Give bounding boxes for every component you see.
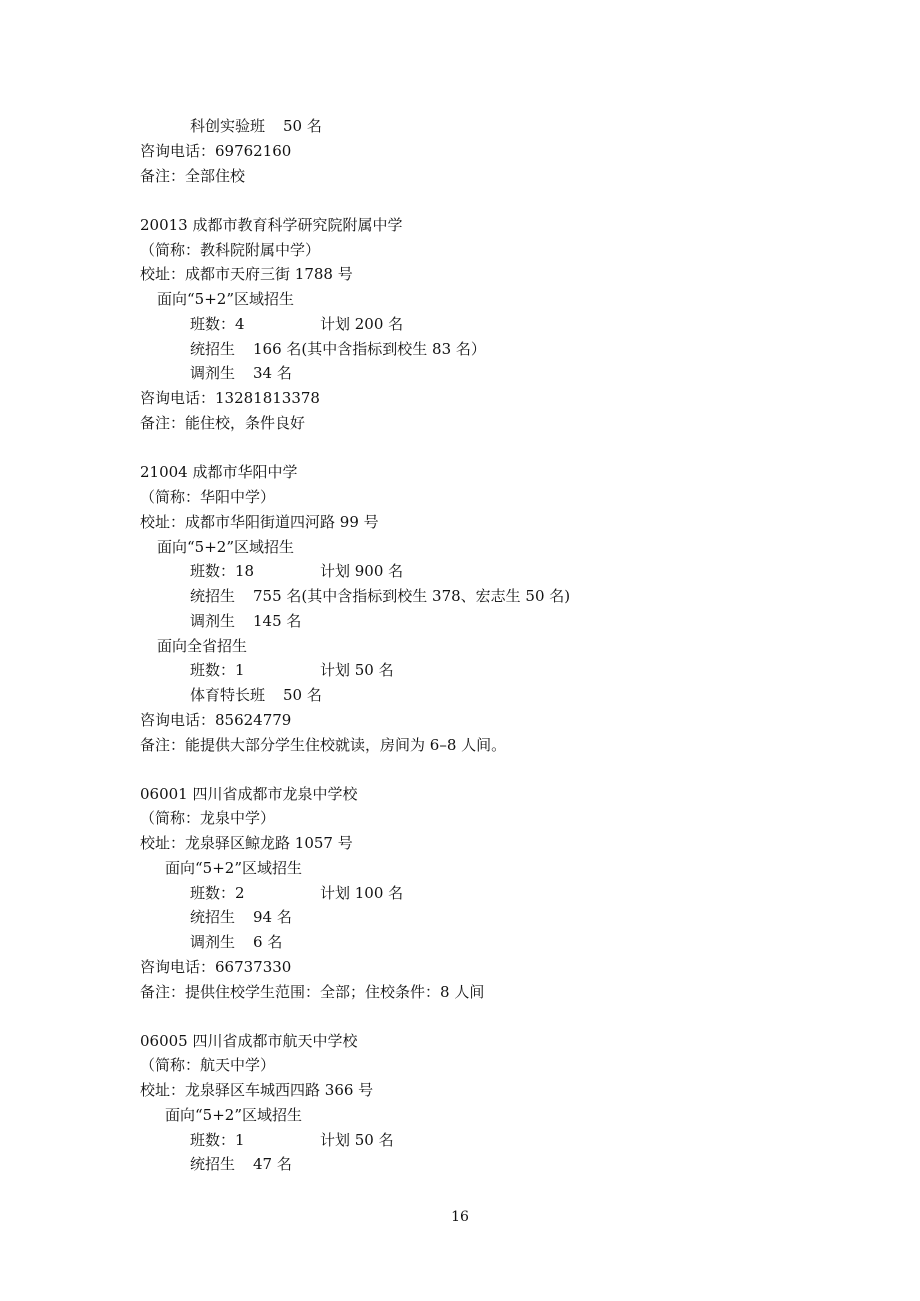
class-count-line [190,660,245,680]
sport-class-label: 体育特长班 [190,686,266,704]
enrollment-scope: 面向“5+2”区域招生 [157,290,294,308]
remark-line: 备注：全部住校 [140,167,246,185]
class-count-line [190,314,245,334]
school-title: 20013 成都市教育科学研究院附属中学 [140,216,403,234]
remark-line: 备注：能提供大部分学生住校就读，房间为 6–8 人间。 [140,736,507,754]
unified-value: 166 名(其中含指标到校生 83 名） [253,340,486,358]
phone-line: 咨询电话：13281813378 [140,389,320,407]
adjust-value: 145 名 [253,612,302,630]
unified-line [190,586,570,606]
school-address: 校址：成都市华阳街道四河路 99 号 [140,513,379,531]
enrollment-scope-province: 面向全省招生 [157,637,248,655]
remark-line: 备注：能住校，条件良好 [140,414,306,432]
adjust-line [190,363,292,383]
class-count-line [190,561,254,581]
plan-count: 计划 200 名 [320,315,404,333]
enrollment-scope: 面向“5+2”区域招生 [157,538,294,556]
class-count: 50 名 [283,117,322,135]
unified-label: 统招生 [190,587,236,605]
class-count-line [190,1130,245,1150]
adjust-value: 6 名 [253,933,283,951]
adjust-label: 调剂生 [190,933,236,951]
school-title: 06001 四川省成都市龙泉中学校 [140,785,358,803]
plan-count: 计划 50 名 [320,1131,394,1149]
adjust-label: 调剂生 [190,612,236,630]
school-title: 06005 四川省成都市航天中学校 [140,1032,358,1050]
sport-class-line [190,685,322,705]
adjust-label: 调剂生 [190,364,236,382]
school-short-name: （简称：华阳中学） [140,488,276,506]
school-address: 校址：龙泉驿区鲸龙路 1057 号 [140,834,353,852]
unified-line [190,339,486,359]
plan-count: 计划 50 名 [320,661,394,679]
unified-label: 统招生 [190,908,236,926]
adjust-line [190,611,301,631]
class-count: 班数：18 [190,562,255,580]
class-line [190,116,322,136]
sport-class-value: 50 名 [283,686,322,704]
class-count: 班数：1 [190,1131,245,1149]
class-count: 班数：1 [190,661,245,679]
phone-line: 咨询电话：66737330 [140,958,292,976]
unified-label: 统招生 [190,340,236,358]
page-number: 16 [451,1209,469,1225]
school-short-name: （简称：龙泉中学） [140,809,276,827]
enrollment-scope: 面向“5+2”区域招生 [165,859,302,877]
school-address: 校址：龙泉驿区车城西四路 366 号 [140,1081,374,1099]
adjust-line [190,932,282,952]
school-title: 21004 成都市华阳中学 [140,463,298,481]
adjust-value: 34 名 [253,364,292,382]
unified-value: 755 名(其中含指标到校生 378、宏志生 50 名) [253,587,571,605]
plan-count: 计划 100 名 [320,884,404,902]
unified-line [190,907,292,927]
unified-value: 94 名 [253,908,292,926]
school-short-name: （简称：航天中学） [140,1056,276,1074]
school-address: 校址：成都市天府三街 1788 号 [140,265,353,283]
unified-line [190,1154,292,1174]
phone-line: 咨询电话：69762160 [140,142,292,160]
plan-count: 计划 900 名 [320,562,404,580]
enrollment-scope: 面向“5+2”区域招生 [165,1106,302,1124]
class-count-line [190,883,245,903]
phone-line: 咨询电话：85624779 [140,711,292,729]
class-count: 班数：4 [190,315,245,333]
unified-value: 47 名 [253,1155,292,1173]
school-short-name: （简称：教科院附属中学） [140,241,321,259]
class-label: 科创实验班 [190,117,266,135]
remark-line: 备注：提供住校学生范围：全部；住校条件：8 人间 [140,983,485,1001]
class-count: 班数：2 [190,884,245,902]
unified-label: 统招生 [190,1155,236,1173]
